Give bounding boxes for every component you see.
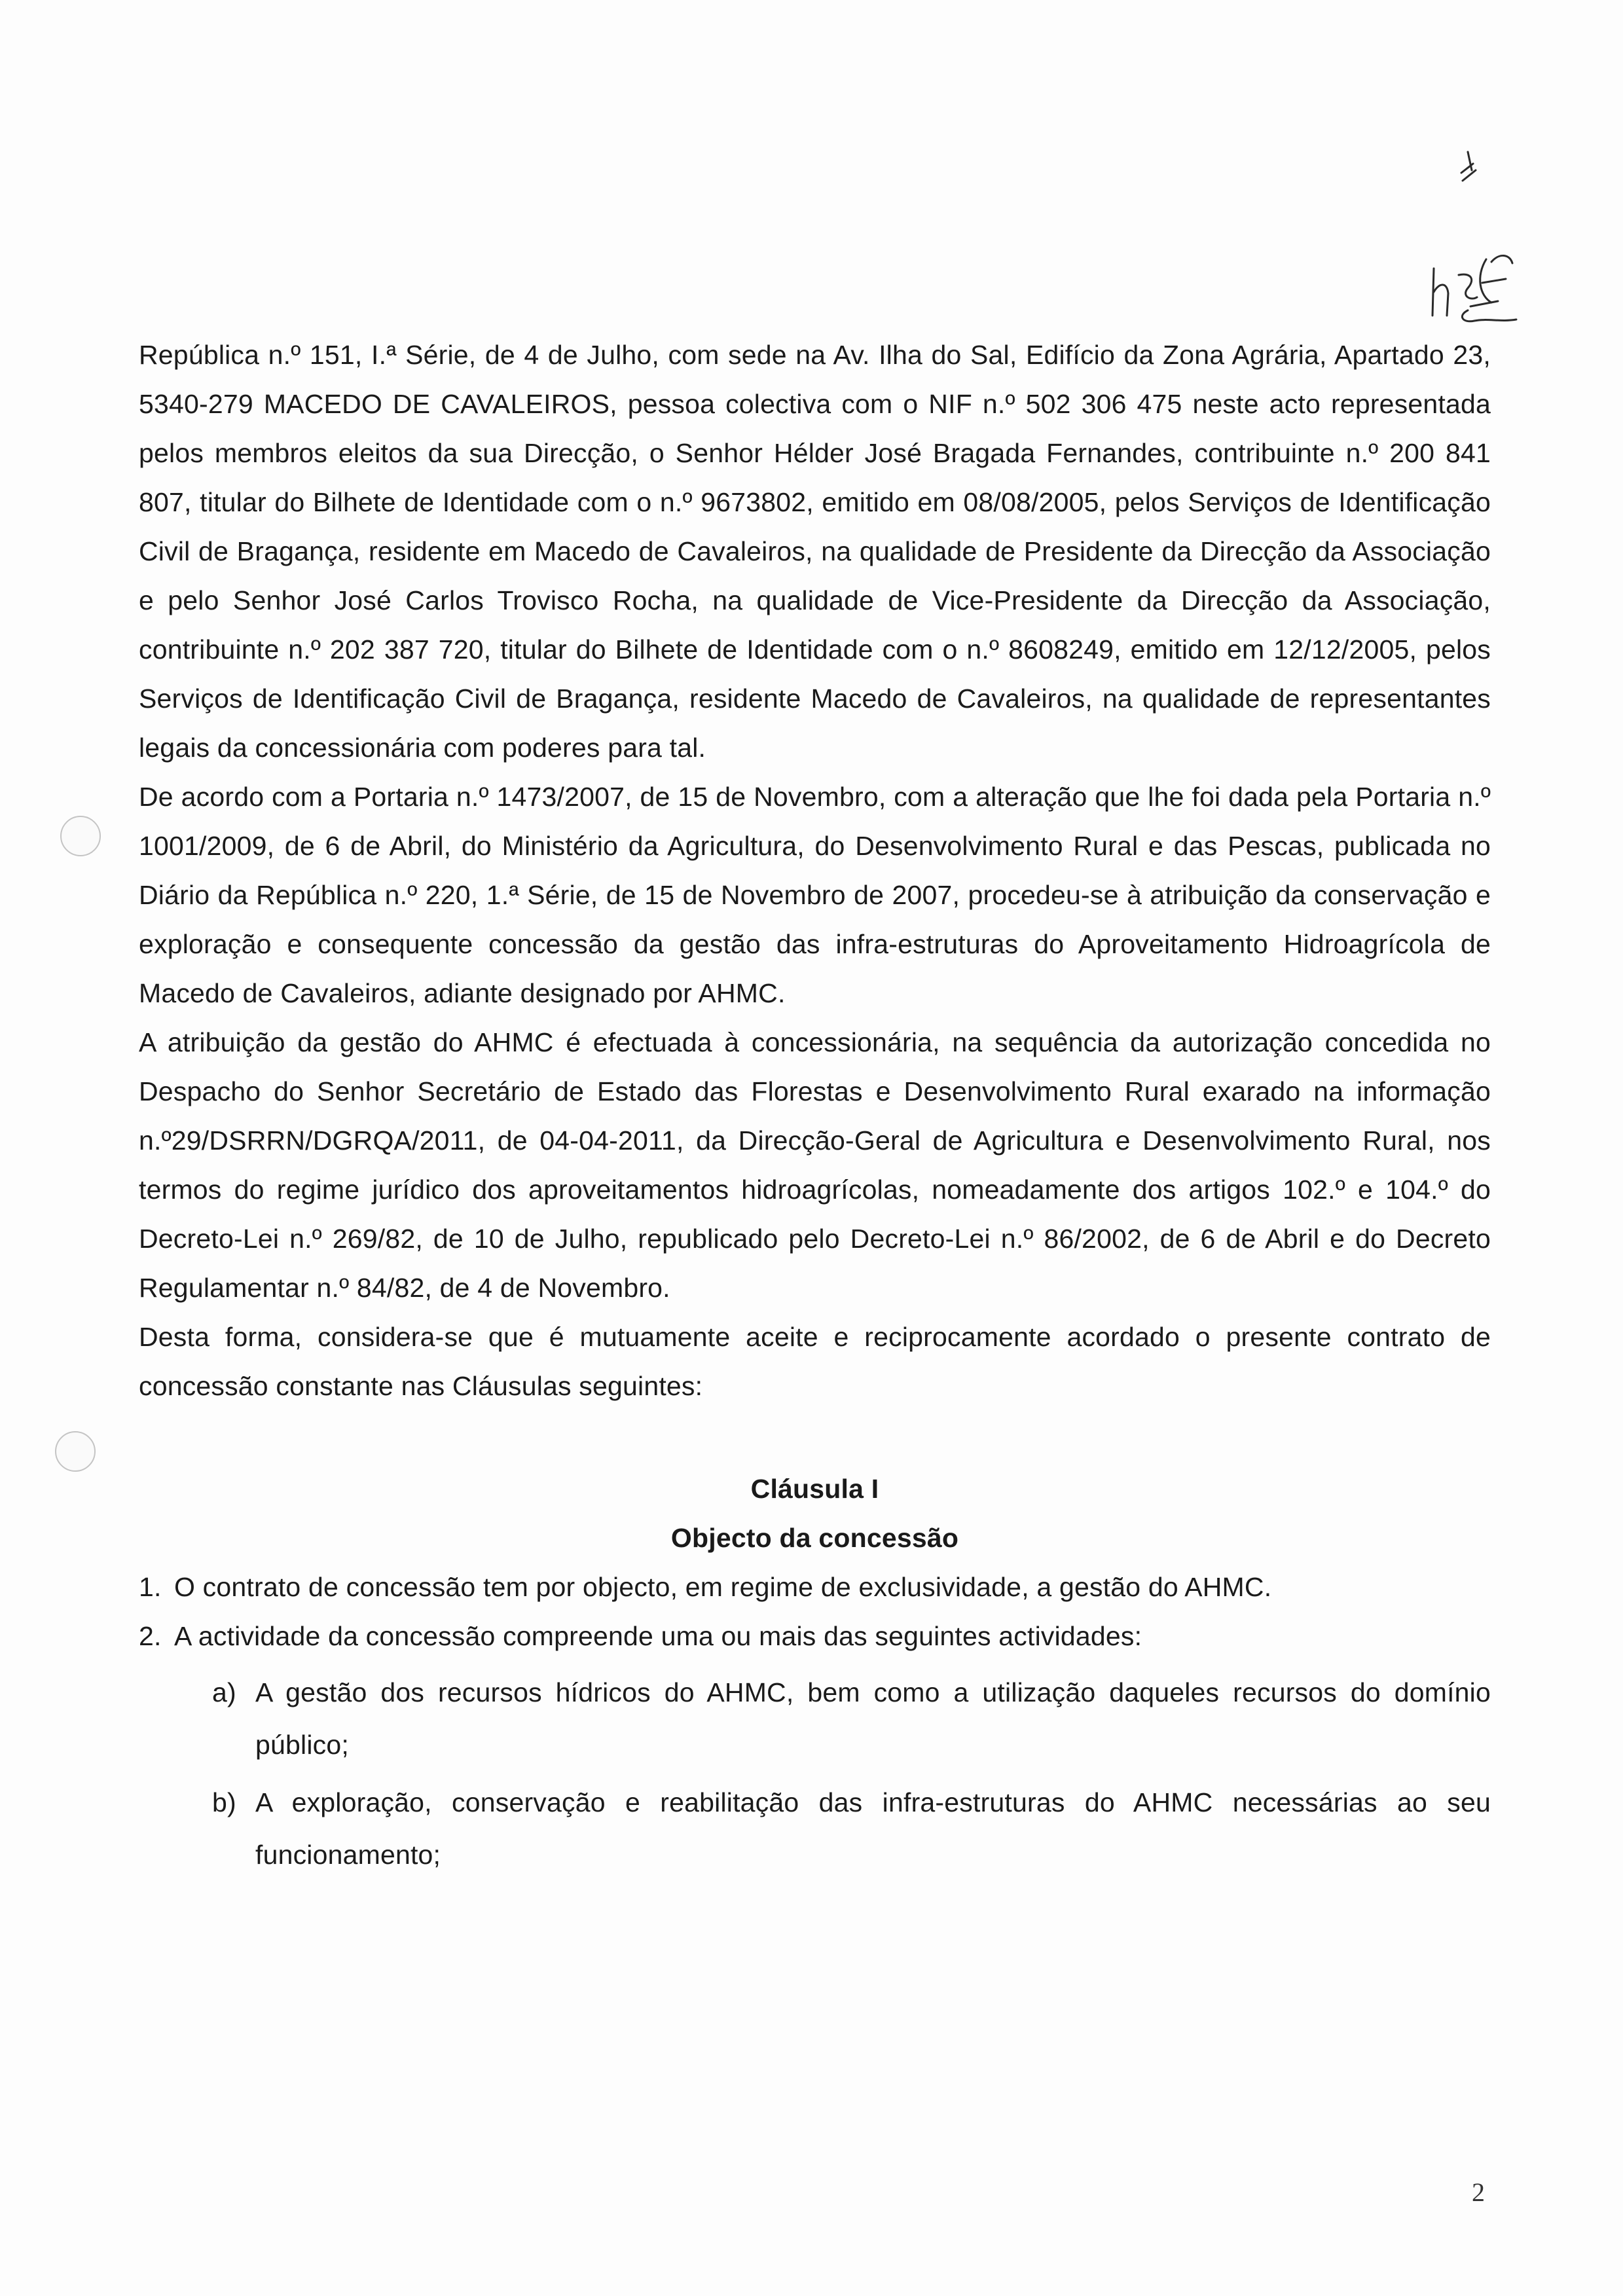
clause-number: Cláusula I <box>750 1474 879 1504</box>
clause-subitem-text: A exploração, conservação e reabilitação das infra-estruturas do AHMC necessárias ao seu funcionamento; <box>255 1787 1491 1870</box>
clause-subitem-a <box>139 1666 1491 1771</box>
clause-item-1 <box>139 1563 1491 1612</box>
clause-subitem-text: A gestão dos recursos hídricos do AHMC, bem como a utilização daqueles recursos do domínio público; <box>255 1677 1491 1760</box>
punch-hole-bottom <box>55 1431 96 1472</box>
clause-item-number: 2. <box>139 1621 162 1651</box>
clause-title: Objecto da concessão <box>670 1523 959 1553</box>
clause-subitem-b <box>139 1776 1491 1881</box>
clause-subitem-letter: a) <box>212 1677 236 1707</box>
clause-subitem-letter: b) <box>212 1787 236 1817</box>
clause-item-2 <box>139 1612 1491 1661</box>
clause-item-number: 1. <box>139 1572 162 1602</box>
paragraph-authorization: A atribuição da gestão do AHMC é efectuada à concessionária, na sequência da autorização concedida no Despacho do Senhor Secretário de Estado das Florestas e Desenvolvimento Rural exarado na informação n.º29/DSRRN/DGRQA/2011, de 04-04-2011, da Direcção-Geral de Agricultura e Desenvolvimento Rural, nos termos do regime jurídico dos aproveitamentos hidroagrícolas, nomeadamente dos artigos 102.º e 104.º do Decreto-Lei n.º 269/82, de 10 de Julho, republicado pelo Decreto-Lei n.º 86/2002, de 6 de Abril e do Decreto Regulamentar n.º 84/82, de 4 de Novembro. <box>139 1027 1491 1303</box>
clause-item-text: A actividade da concessão compreende uma ou mais das seguintes actividades: <box>174 1621 1142 1651</box>
clause-item-text: O contrato de concessão tem por objecto, em regime de exclusividade, a gestão do AHMC. <box>174 1572 1272 1602</box>
document-body <box>139 331 1491 1881</box>
handwritten-initials-signature <box>1408 144 1525 340</box>
paragraph-parties: República n.º 151, I.ª Série, de 4 de Julho, com sede na Av. Ilha do Sal, Edifício da Zona Agrária, Apartado 23, 5340-279 MACEDO DE CAVALEIROS, pessoa colectiva com o NIF n.º 502 306 475 neste acto representada pelos membros eleitos da sua Direcção, o Senhor Hélder José Bragada Fernandes, contribuinte n.º 200 841 807, titular do Bilhete de Identidade com o n.º 9673802, emitido em 08/08/2005, pelos Serviços de Identificação Civil de Bragança, residente em Macedo de Cavaleiros, na qualidade de Presidente da Direcção da Associação e pelo Senhor José Carlos Trovisco Rocha, na qualidade de Vice-Presidente da Direcção da Associação, contribuinte n.º 202 387 720, titular do Bilhete de Identidade com o n.º 8608249, emitido em 12/12/2005, pelos Serviços de Identificação Civil de Bragança, residente Macedo de Cavaleiros, na qualidade de representantes legais da concessionária com poderes para tal. <box>139 340 1491 763</box>
paragraph-agreement: Desta forma, considera-se que é mutuamente aceite e reciprocamente acordado o presente contrato de concessão constante nas Cláusulas seguintes: <box>139 1322 1491 1401</box>
page-number: 2 <box>1472 2178 1485 2207</box>
paragraph-legal-basis: De acordo com a Portaria n.º 1473/2007, de 15 de Novembro, com a alteração que lhe foi dada pela Portaria n.º 1001/2009, de 6 de Abril, do Ministério da Agricultura, do Desenvolvimento Rural e das Pescas, publicada no Diário da República n.º 220, 1.ª Série, de 15 de Novembro de 2007, procedeu-se à atribuição da conservação e exploração e consequente concessão da gestão das infra-estruturas do Aproveitamento Hidroagrícola de Macedo de Cavaleiros, adiante designado por AHMC. <box>139 782 1491 1008</box>
punch-hole-top <box>60 816 101 856</box>
